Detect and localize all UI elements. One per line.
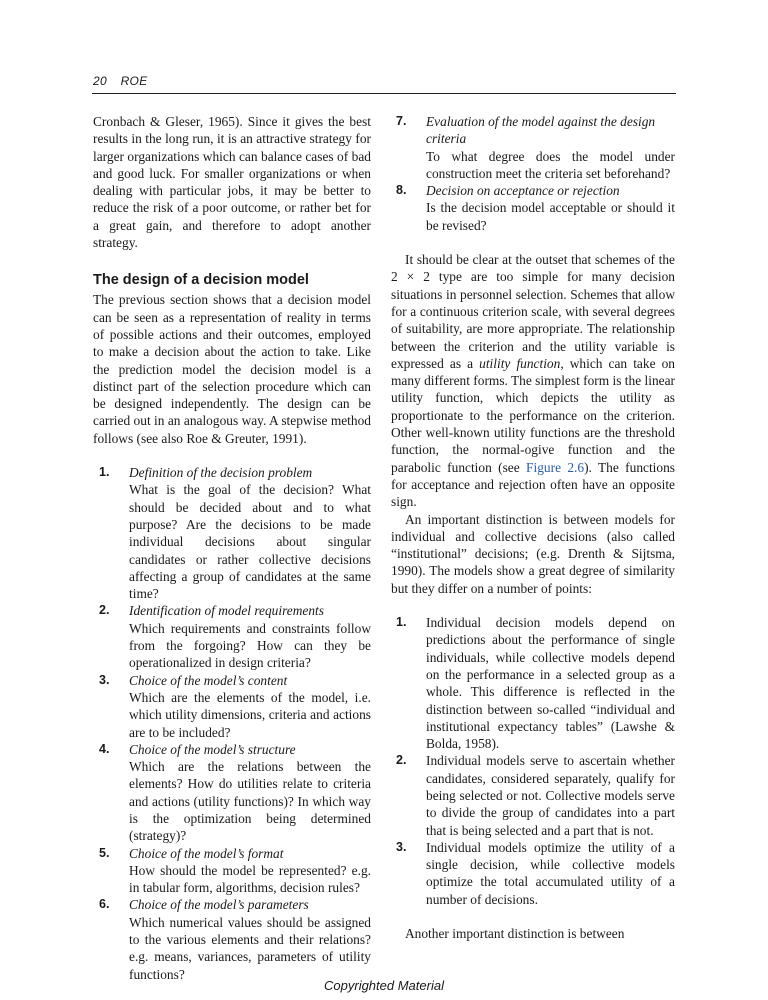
running-title: ROE xyxy=(120,74,148,88)
step-description: Which are the elements of the model, i.e. which utility dimensions, criteria and actions are to be included? xyxy=(129,689,371,740)
step-number: 7. xyxy=(396,114,407,128)
utility-paragraph-text: It should be clear at the outset that schemes of the 2 × 2 type are too simple for many decision situations in personnel selection. Schemes that allow for a continuous criterion scale, with several degrees of suitability, are more appropriate. The relationship between the criterion and the utility variable is expressed as a xyxy=(391,252,675,371)
design-step xyxy=(93,845,371,897)
distinction-paragraph: An important distinction is between models for individual and collective decisions (also called “institutional” decisions; (e.g. Drenth & Sijtsma, 1990). The models show a great degree of similarity but they differ on a number of points: xyxy=(391,511,675,596)
list-gap xyxy=(391,234,675,251)
utility-paragraph-text: , which can take on many different forms. The simplest form is the linear utility function, which depicts the utility as proportionate to the performance on the criterion. Other well-known utility functions are the threshold function, the normal-ogive function and the parabolic function (see xyxy=(391,355,675,475)
step-description: How should the model be represented? e.g. in tabular form, algorithms, decision rules? xyxy=(129,862,371,896)
step-number: 5. xyxy=(99,845,110,860)
step-number: 2. xyxy=(99,603,110,618)
step-description: Which requirements and constraints follow from the forgoing? How can they be operationalized in design criteria? xyxy=(129,620,371,671)
distinction-points-list xyxy=(391,614,675,908)
header-rule xyxy=(92,93,676,94)
design-step xyxy=(93,602,371,671)
design-step xyxy=(93,464,371,602)
running-header xyxy=(93,74,148,88)
utility-function-term: utility function xyxy=(479,355,561,371)
right-column xyxy=(391,113,675,942)
figure-link[interactable]: Figure 2.6 xyxy=(526,459,585,475)
point-text: Individual decision models depend on predictions about the performance of single individuals, while collective models depend on the performance in a selected group as a whole. This difference is reflected in the distinction between so-called “individual and institutional expectancy tables” (Lawshe & Bolda, 1958). xyxy=(426,615,675,752)
step-title: Choice of the model’s parameters xyxy=(129,897,309,913)
step-title: Definition of the decision problem xyxy=(129,465,313,481)
list-gap xyxy=(391,597,675,614)
design-steps-list-continued xyxy=(391,113,675,234)
left-column xyxy=(93,113,371,983)
distinction-point xyxy=(391,752,675,838)
design-step xyxy=(93,741,371,845)
closing-paragraph: Another important distinction is between xyxy=(405,926,625,942)
design-step xyxy=(391,182,675,234)
intro-paragraph: Cronbach & Gleser, 1965). Since it gives the best results in the long run, it is an attractive strategy for larger organizations which can balance cases of bad and good luck. For smaller organizations or when dealing with particular jobs, it may be better to reduce the risk of a poor outcome, or rather bet for a great gain, and therefore to adopt another strategy. xyxy=(93,114,371,251)
step-title: Decision on acceptance or rejection xyxy=(426,183,620,199)
step-number: 1. xyxy=(99,465,110,480)
step-title: Identification of model requirements xyxy=(129,603,324,619)
design-step xyxy=(391,113,675,182)
step-description: To what degree does the model under construction meet the criteria set beforehand? xyxy=(426,148,675,181)
step-description: Which are the relations between the elements? How do utilities relate to criteria and actions (utility functions)? In which way is the optimization being determined (strategy)? xyxy=(129,759,371,844)
point-number: 2. xyxy=(396,753,407,768)
design-step xyxy=(93,672,371,741)
step-number: 3. xyxy=(99,672,110,687)
distinction-point xyxy=(391,614,675,752)
step-description: What is the goal of the decision? What should be decided about and to what purpose? Are the decisions to be made individual decisions about singular candidates or rather collective decisions affecting a group of candidates at the same time? xyxy=(129,482,371,602)
distinction-point xyxy=(391,839,675,908)
point-number: 3. xyxy=(396,839,407,854)
step-title: Choice of the model’s content xyxy=(129,672,288,688)
point-text: Individual models serve to ascertain whether candidates, considered separately, qualify for being selected or not. Collective models serve to divide the group of candidates into a part that is being selected and a part that is not. xyxy=(426,753,675,838)
step-title: Choice of the model’s structure xyxy=(129,741,296,757)
step-description: Which numerical values should be assigned to the various elements and their relations? e.g. means, variances, parameters of utility functions? xyxy=(129,914,371,982)
design-steps-list xyxy=(93,464,371,983)
section-paragraph: The previous section shows that a decision model can be seen as a representation of reality in terms of possible actions and their outcomes, employed to make a decision about the action to take. Like the prediction model the decision model is a distinct part of the selection procedure which can be designed independently. The design can be carried out in an analogous way. A stepwise method follows (see also Roe & Greuter, 1991). xyxy=(93,292,371,446)
step-description: Is the decision model acceptable or should it be revised? xyxy=(426,200,675,233)
step-number: 4. xyxy=(99,741,110,756)
list-gap xyxy=(391,908,675,925)
utility-paragraph-text: ). The functions for acceptance and rejection often have an opposite sign. xyxy=(391,459,676,510)
list-gap xyxy=(93,447,371,464)
design-step xyxy=(93,896,371,982)
page-number: 20 xyxy=(93,74,107,88)
point-text: Individual models optimize the utility of a single decision, while collective models optimize the total accumulated utility of a number of decisions. xyxy=(426,839,675,907)
utility-paragraph xyxy=(391,251,675,510)
step-number: 8. xyxy=(396,183,407,198)
point-number: 1. xyxy=(396,615,407,630)
step-number: 6. xyxy=(99,897,110,912)
step-title: Choice of the model’s format xyxy=(129,845,284,861)
section-heading: The design of a decision model xyxy=(93,272,309,289)
step-title: Evaluation of the model against the design criteria xyxy=(426,114,656,147)
copyright-footer: Copyrighted Material xyxy=(324,978,444,993)
